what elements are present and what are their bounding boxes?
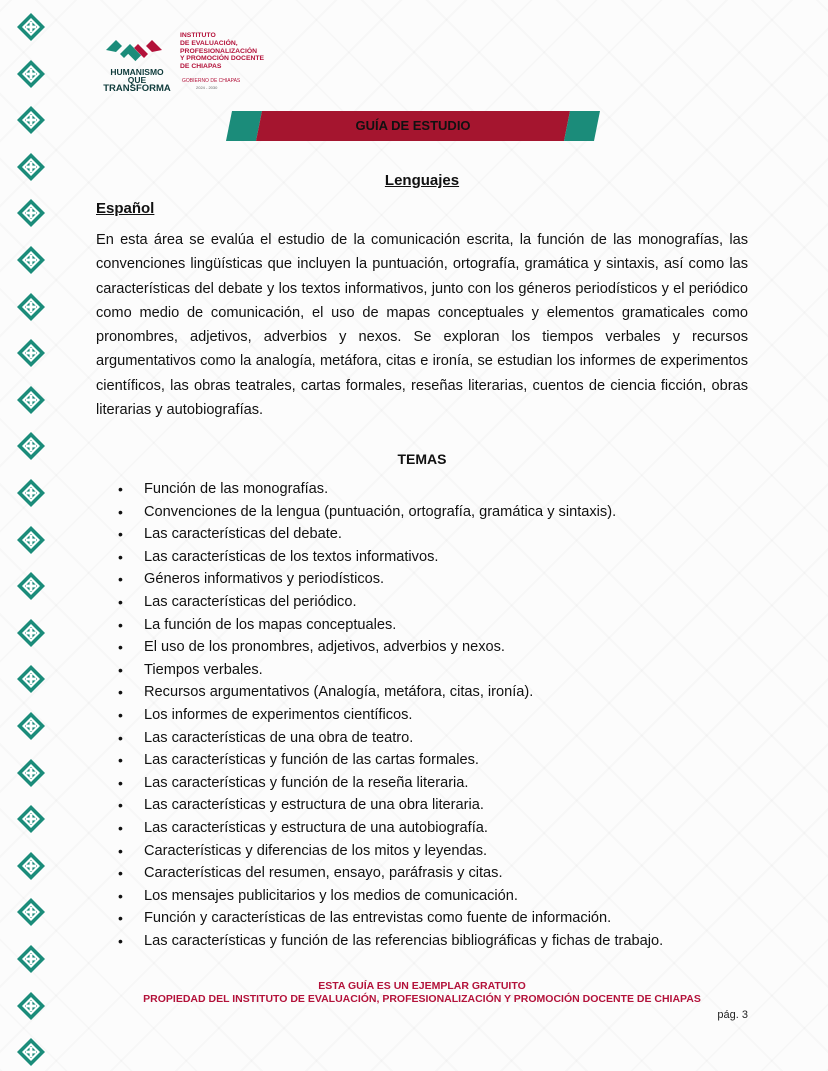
list-item: • La función de los mapas conceptuales. — [118, 614, 758, 637]
institute-line: DE EVALUACIÓN, — [180, 39, 238, 47]
logo-line-1: HUMANISMO QUE — [110, 67, 164, 85]
description-paragraph: En esta área se evalúa el estudio de la comunicación escrita, la función de las monografías, las convenciones lingüísticas que incluyen la puntuación, ortografía, gramática y sintaxis, así como las características del debate y los textos informativos, junto con los géneros periodísticos y el periódico como medio de comunicación, el uso de mapas conceptuales y elementos gramaticales como pronombres, adjetivos, adverbios y nexos. Se exploran los tiempos verbales y recursos argumentativos como la analogía, metáfora, citas e ironía, se estudian los informes de experimentos científicos, las obras teatrales, cartas formales, reseñas literarias, cuentos de ciencia ficción, obras literarias y autobiografías. — [96, 232, 748, 419]
list-item: • Las características y función de las referencias bibliográficas y fichas de trabajo. — [118, 930, 758, 953]
diamond-ornament-icon — [16, 1037, 46, 1067]
footer-ownership: PROPIEDAD DEL INSTITUTO DE EVALUACIÓN, PROFESIONALIZACIÓN Y PROMOCIÓN DOCENTE DE CHIAPAS — [143, 993, 701, 1005]
institute-line: Y PROMOCIÓN DOCENTE — [180, 55, 265, 63]
list-item: • Las características y función de la reseña literaria. — [118, 772, 758, 795]
list-item: • Convenciones de la lengua (puntuación, ortografía, gramática y sintaxis). — [118, 501, 758, 524]
diamond-ornament-icon — [16, 478, 46, 508]
diamond-ornament-icon — [16, 804, 46, 834]
list-item: • Los informes de experimentos científicos. — [118, 704, 758, 727]
diamond-ornament-icon — [16, 851, 46, 881]
list-item: • Características y diferencias de los mitos y leyendas. — [118, 840, 758, 863]
government-years: 2024 - 2030 — [196, 85, 218, 90]
list-item: • Las características del debate. — [118, 523, 758, 546]
header — [102, 32, 302, 92]
page-number: pág. 3 — [717, 1009, 748, 1021]
government-label: GOBIERNO DE CHIAPAS — [182, 78, 241, 84]
institute-line: INSTITUTO — [180, 32, 216, 39]
list-item: • Géneros informativos y periodísticos. — [118, 568, 758, 591]
logo-wordmark — [102, 68, 172, 93]
list-item: • El uso de los pronombres, adjetivos, adverbios y nexos. — [118, 636, 758, 659]
diamond-ornament-icon — [16, 105, 46, 135]
banner-label: GUÍA DE ESTUDIO — [355, 118, 471, 133]
diamond-ornament-icon — [16, 245, 46, 275]
footer-notice: ESTA GUÍA ES UN EJEMPLAR GRATUITO — [318, 980, 526, 992]
topics-heading: TEMAS — [397, 451, 447, 467]
list-item: • Tiempos verbales. — [118, 659, 758, 682]
subject-heading: Español — [96, 200, 155, 217]
list-item: • Las características de los textos informativos. — [118, 546, 758, 569]
logo-icon — [102, 32, 166, 66]
logo-line-2: TRANSFORMA — [103, 83, 171, 94]
list-item: • Características del resumen, ensayo, paráfrasis y citas. — [118, 862, 758, 885]
diamond-ornament-icon — [16, 571, 46, 601]
diamond-ornament-icon — [16, 198, 46, 228]
list-item: • Las características y estructura de una obra literaria. — [118, 794, 758, 817]
decorative-border — [14, 6, 54, 1071]
list-item: • Las características y función de las cartas formales. — [118, 749, 758, 772]
list-item: • Las características de una obra de teatro. — [118, 727, 758, 750]
study-guide-banner — [226, 111, 600, 141]
diamond-ornament-icon — [16, 59, 46, 89]
diamond-ornament-icon — [16, 525, 46, 555]
diamond-ornament-icon — [16, 711, 46, 741]
list-item: • Función de las monografías. — [118, 478, 758, 501]
diamond-ornament-icon — [16, 338, 46, 368]
institute-line: PROFESIONALIZACIÓN — [180, 47, 258, 55]
institute-name — [180, 32, 310, 71]
diamond-ornament-icon — [16, 618, 46, 648]
list-item: • Función y características de las entrevistas como fuente de información. — [118, 907, 758, 930]
topics-list — [118, 478, 758, 952]
diamond-ornament-icon — [16, 664, 46, 694]
diamond-ornament-icon — [16, 12, 46, 42]
list-item: • Los mensajes publicitarios y los medios de comunicación. — [118, 885, 758, 908]
diamond-ornament-icon — [16, 292, 46, 322]
diamond-ornament-icon — [16, 897, 46, 927]
list-item: • Las características y estructura de una autobiografía. — [118, 817, 758, 840]
diamond-ornament-icon — [16, 758, 46, 788]
diamond-ornament-icon — [16, 385, 46, 415]
section-title: Lenguajes — [384, 172, 460, 189]
diamond-ornament-icon — [16, 944, 46, 974]
list-item: • Recursos argumentativos (Analogía, metáfora, citas, ironía). — [118, 681, 758, 704]
institute-line: DE CHIAPAS — [180, 63, 222, 71]
list-item: • Las características del periódico. — [118, 591, 758, 614]
